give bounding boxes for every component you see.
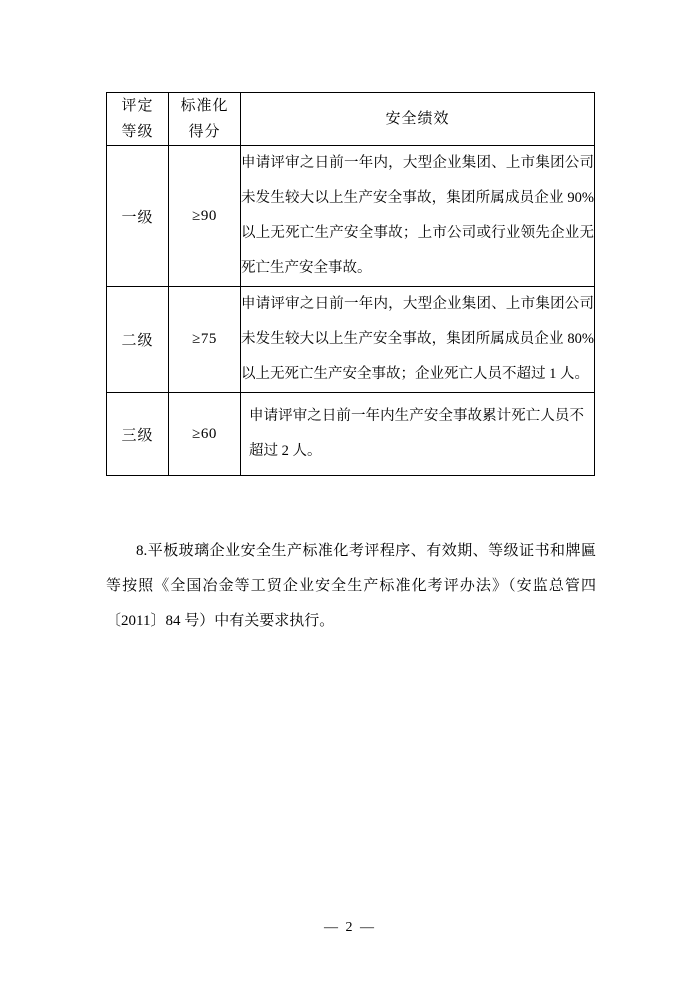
column-header-grade-line1: 评定 [121,98,154,114]
cell-performance: 申请评审之日前一年内，大型企业集团、上市集团公司未发生较大以上生产安全事故，集团所属成员企业 80%以上无死亡生产安全事故；企业死亡人员不超过 1 人。 [241,287,595,393]
paragraph-text: 8.平板玻璃企业安全生产标准化考评程序、有效期、等级证书和牌匾等按照《全国冶金等工贸企业安全生产标准化考评办法》（安监总管四〔2011〕84 号）中有关要求执行。 [106,543,596,629]
cell-performance: 申请评审之日前一年内，大型企业集团、上市集团公司未发生较大以上生产安全事故，集团所属成员企业 90%以上无死亡生产安全事故；上市公司或行业领先企业无死亡生产安全事故。 [241,146,595,287]
column-header-performance: 安全绩效 [241,93,595,146]
cell-score: ≥75 [169,287,241,393]
table-row [107,146,595,287]
cell-grade: 三级 [107,393,169,476]
column-header-score-line2: 得分 [188,124,221,140]
table-row [107,393,595,476]
safety-performance-table-container [106,92,594,476]
cell-grade: 一级 [107,146,169,287]
page-number-footer: — 2 — [324,920,376,935]
safety-performance-table [106,92,595,476]
cell-grade: 二级 [107,287,169,393]
column-header-grade [107,93,169,146]
cell-score: ≥90 [169,146,241,287]
body-paragraph [106,534,596,639]
column-header-score [169,93,241,146]
cell-performance: 申请评审之日前一年内生产安全事故累计死亡人员不超过 2 人。 [241,393,595,476]
cell-score: ≥60 [169,393,241,476]
column-header-score-line1: 标准化 [180,98,229,114]
table-row [107,287,595,393]
column-header-grade-line2: 等级 [121,124,154,140]
table-header-row [107,93,595,146]
